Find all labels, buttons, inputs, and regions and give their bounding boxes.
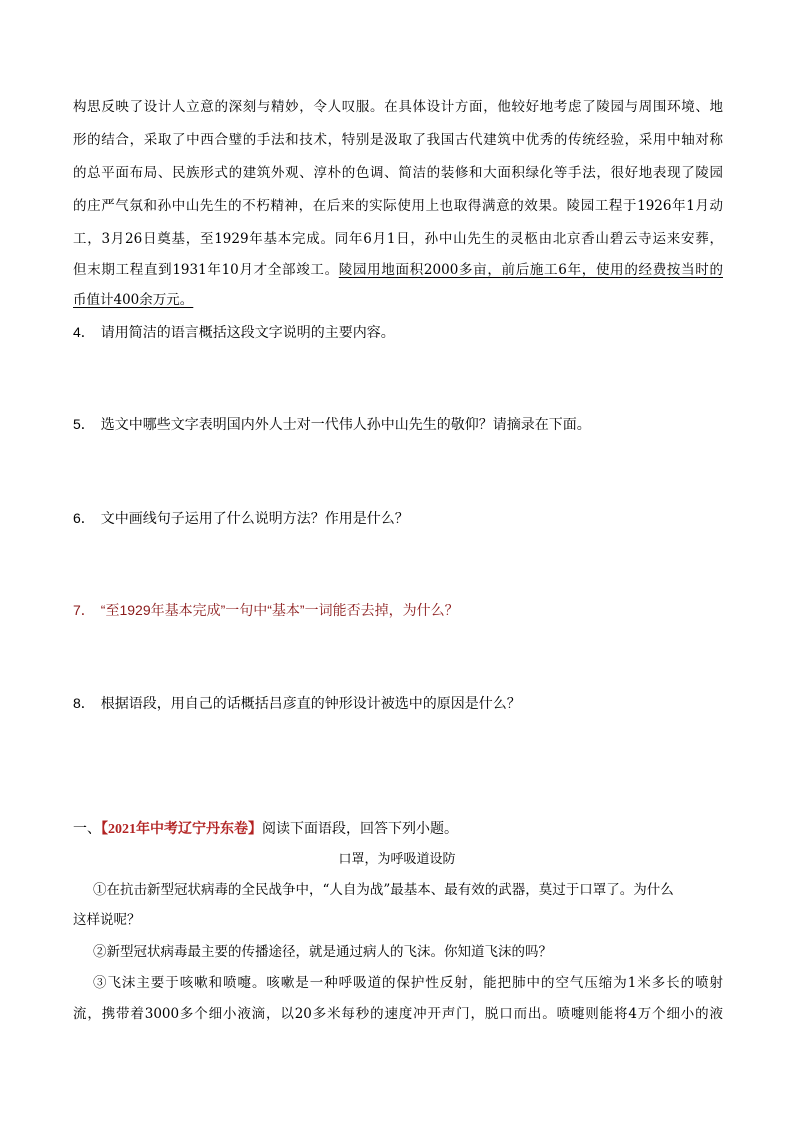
article-line: ①在抗击新型冠状病毒的全民战争中，“人自为战”最基本、最有效的武器，莫过于口罩了。为什么 — [93, 882, 674, 898]
article-line: ③飞沫主要于咳嗽和喷嚏。咳嗽是一种呼吸道的保护性反射，能把肺中的空气压缩为1米多长的喷射 — [93, 975, 723, 991]
article-title: 口罩，为呼吸道设防 — [338, 852, 456, 867]
section-heading: 一、【2021年中考辽宁丹东卷】阅读下面语段，回答下列小题。 — [73, 820, 458, 837]
passage-line: 的庄严气氛和孙中山先生的不朽精神，在后来的实际使用上也取得满意的效果。陵园工程于1926年1月动 — [73, 198, 723, 214]
question-6: 6． 文中画线句子运用了什么说明方法？作用是什么？ — [73, 510, 409, 526]
passage-line: 构思反映了设计人立意的深刻与精妙，令人叹服。在具体设计方面，他较好地考虑了陵园与周围环境、地 — [73, 99, 723, 115]
question-4: 4． 请用简洁的语言概括这段文字说明的主要内容。 — [73, 324, 395, 340]
passage-line: 的总平面布局、民族形式的建筑外观、淳朴的色调、简洁的装修和大面积绿化等手法，很好地表现了陵园 — [73, 165, 723, 181]
passage-line: 形的结合，采取了中西合璧的手法和技术，特别是汲取了我国古代建筑中优秀的传统经验，采用中轴对称 — [73, 132, 723, 148]
question-7: 7． “至1929年基本完成”一句中“基本”一词能否去掉，为什么？ — [73, 602, 459, 618]
underlined-sentence: 陵园用地面积2000多亩，前后施工6年，使用的经费按当时的 — [338, 262, 723, 278]
question-8: 8． 根据语段，用自己的话概括吕彦直的钟形设计被选中的原因是什么？ — [73, 695, 521, 711]
article-line: ②新型冠状病毒最主要的传播途径，就是通过病人的飞沫。你知道飞沫的吗？ — [93, 944, 552, 960]
exam-source-tag: 【2021年中考辽宁丹东卷】 — [101, 822, 262, 837]
passage-line: 工，3月26日奠基，至1929年基本完成。同年6月1日，孙中山先生的灵柩由北京香山碧云寺运来安葬， — [73, 231, 723, 247]
passage-line — [73, 260, 723, 280]
passage-line — [73, 290, 723, 310]
article-line: 这样说呢？ — [73, 912, 141, 928]
question-5: 5． 选文中哪些文字表明国内外人士对一代伟人孙中山先生的敬仰？请摘录在下面。 — [73, 416, 591, 432]
article-line: 流，携带着3000多个细小液滴，以20多米每秒的速度冲开声门，脱口而出。喷嚏则能将4万个细小的液 — [73, 1006, 723, 1022]
passage-text: 但末期工程直到1931年10月才全部竣工。 — [73, 262, 339, 278]
underlined-sentence: 币值计400余万元。 — [73, 292, 194, 308]
